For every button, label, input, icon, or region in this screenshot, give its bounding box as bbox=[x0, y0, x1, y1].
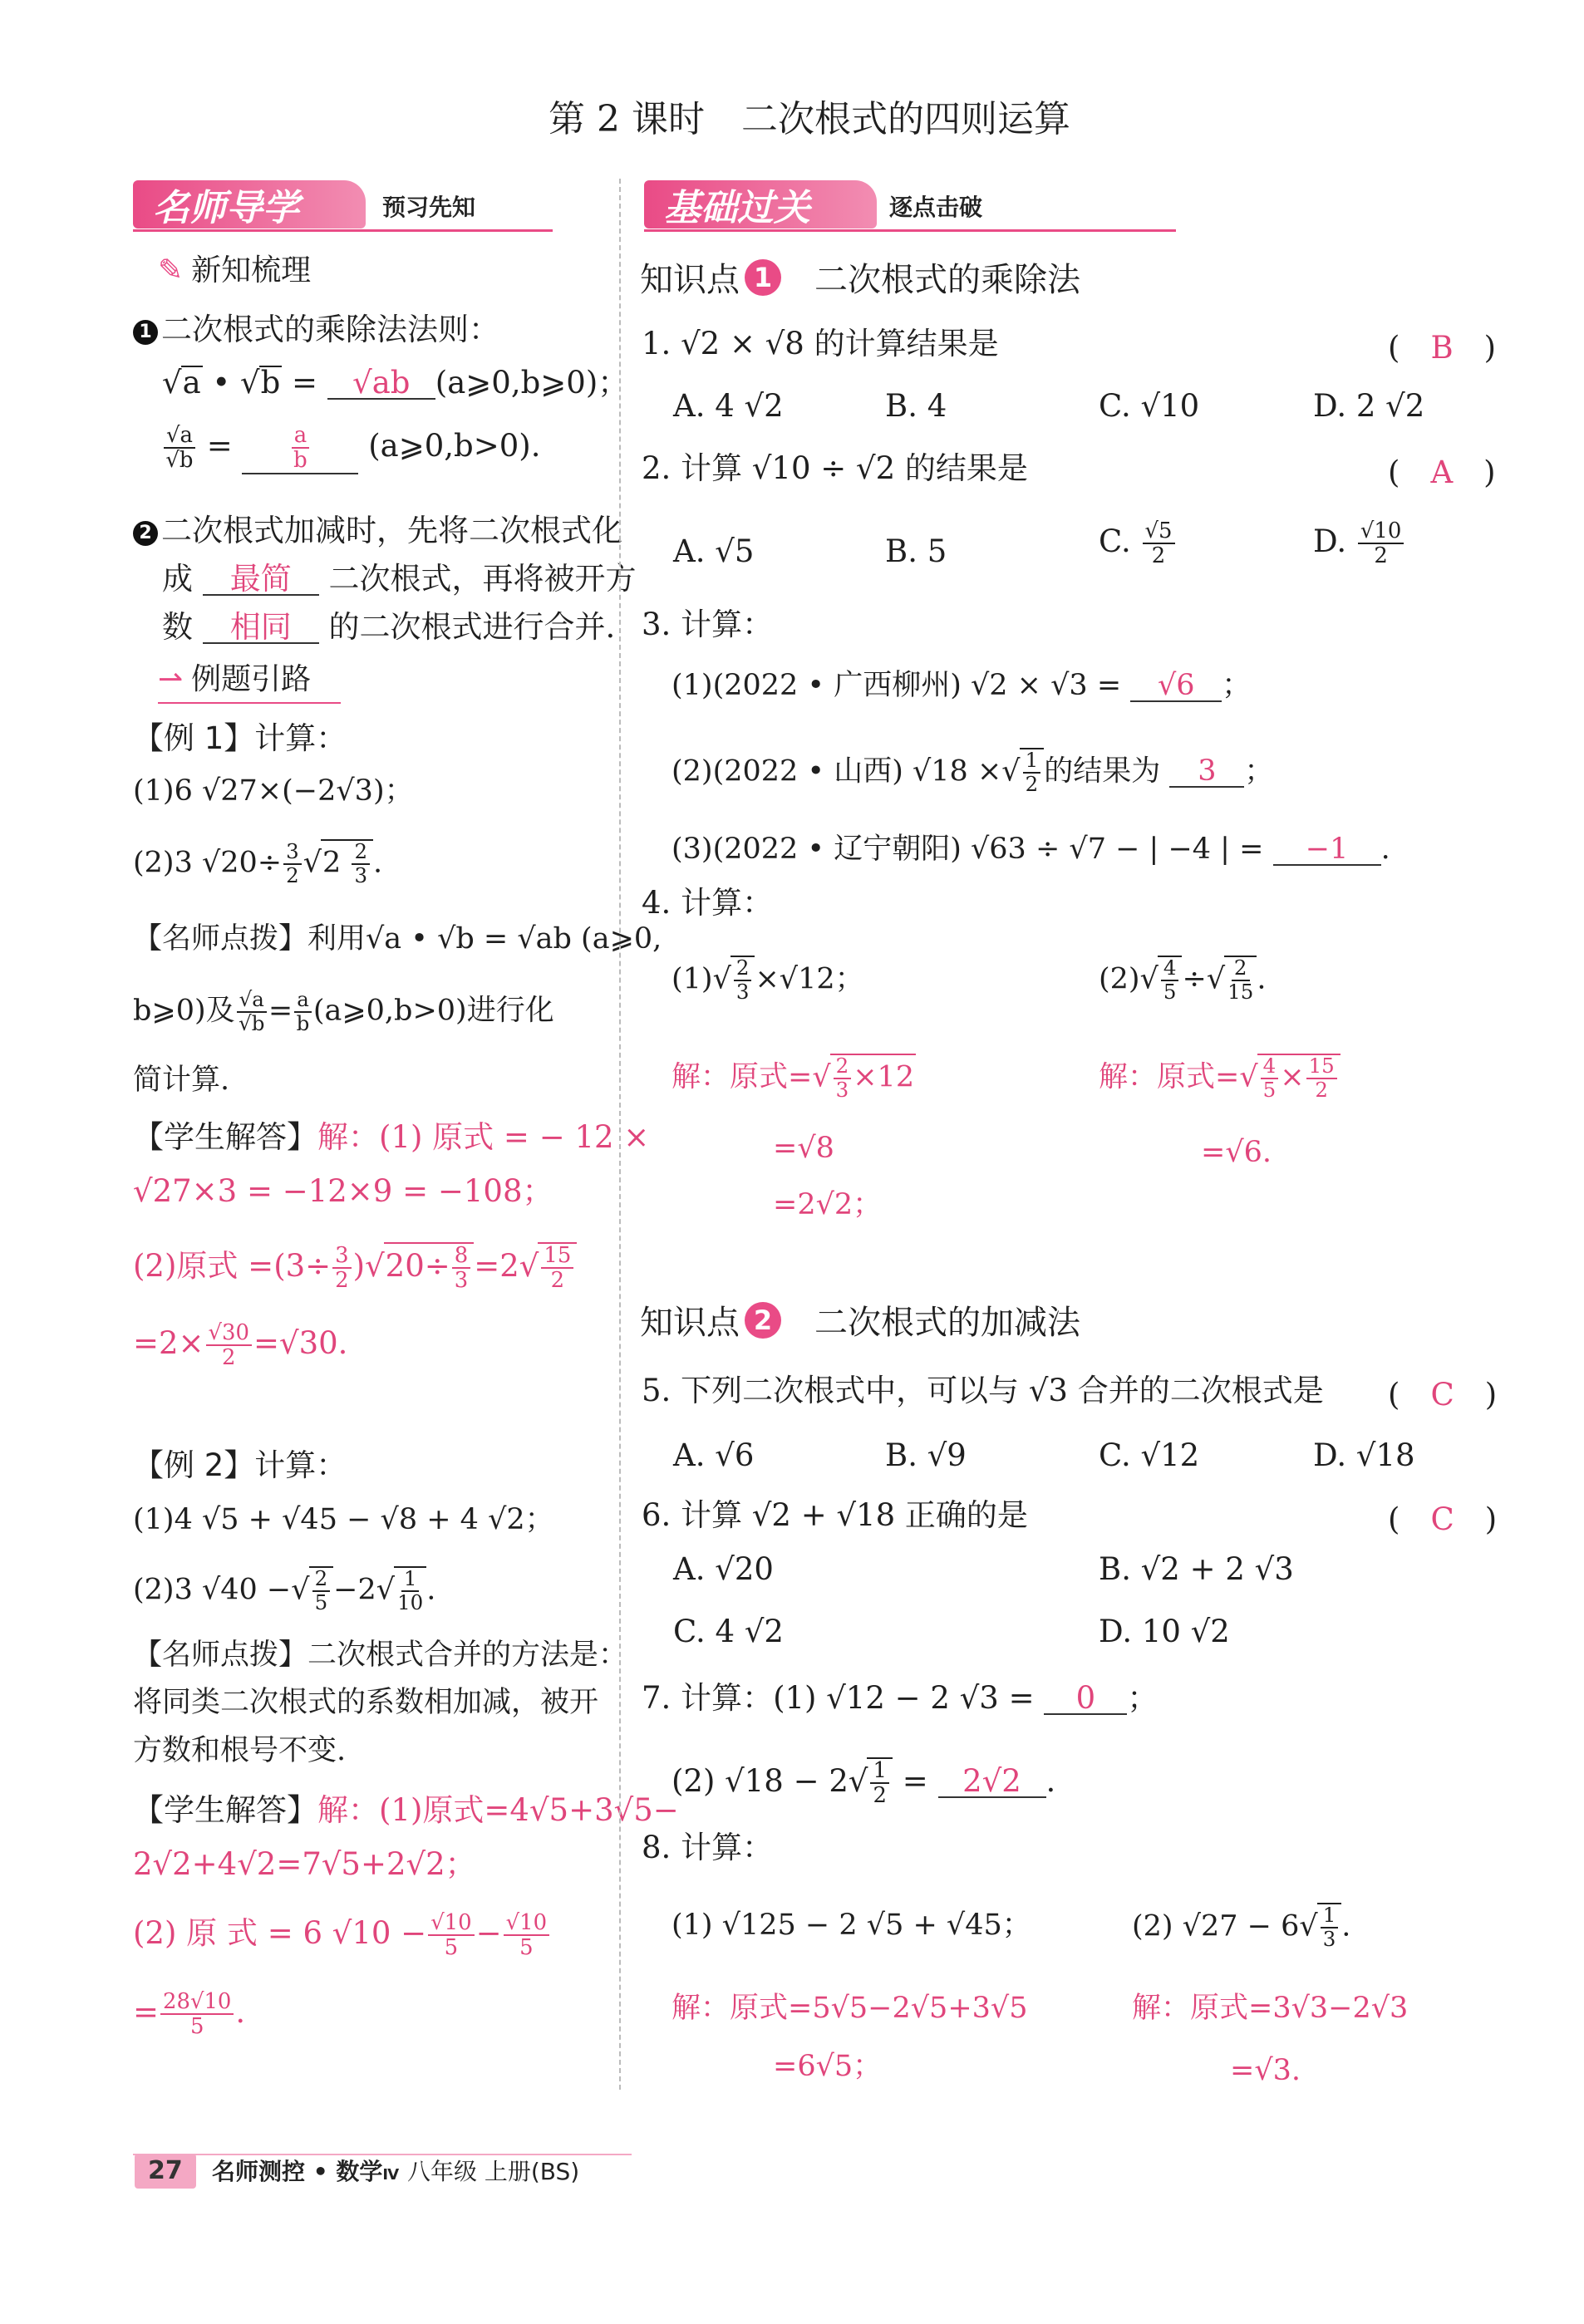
question-1-answer: ( B ) bbox=[1388, 330, 1497, 366]
question-4: 4. 计算： bbox=[642, 885, 774, 921]
q1-option-d: D. 2 √2 bbox=[1313, 388, 1425, 424]
student-answer1-line3: (2)原式 =(3÷ $\frac{3}{2}$ )√20÷ $\frac{8}{3}$ =2√ $\frac{15}{2}$ bbox=[133, 1242, 577, 1293]
tip2-line2: 将同类二次根式的系数相加减，被开 bbox=[133, 1686, 599, 1719]
q8-part1: (1) √125 − 2 √5 + √45； bbox=[671, 1909, 1031, 1942]
page-number: 27 bbox=[135, 2154, 196, 2189]
example1-part2: (2)3 √20÷ $\frac{3}{2}$ √2 $\frac{2}{3}$ . bbox=[133, 839, 383, 887]
q2-option-b: B. 5 bbox=[885, 533, 947, 569]
q8-part2-solution-line2: =√3. bbox=[1230, 2054, 1301, 2087]
column-divider bbox=[619, 179, 621, 2090]
q5-option-b: B. √9 bbox=[885, 1437, 967, 1473]
question-8: 8. 计算： bbox=[642, 1830, 774, 1865]
q4-part1-solution-line2: =√8 bbox=[773, 1132, 834, 1165]
q4-part1: (1)√ $\frac{2}{3}$ ×√12； bbox=[671, 956, 864, 1004]
q2-option-d: D. $\frac{√10}{2}$ bbox=[1313, 519, 1405, 568]
q4-part2-solution-line1: 解：原式=√ $\frac{4}{5}$ × $\frac{15}{2}$ bbox=[1099, 1054, 1340, 1102]
page-title: 第 2 课时 二次根式的四则运算 bbox=[548, 98, 1070, 140]
example2-part2: (2)3 √40 −√ $\frac{2}{5}$ −2√ $\frac{1}{10}$ . bbox=[133, 1566, 436, 1614]
left-banner-sub: 预习先知 bbox=[382, 194, 476, 221]
q6-option-a: A. √20 bbox=[673, 1551, 774, 1587]
q6-option-d: D. 10 √2 bbox=[1099, 1614, 1230, 1649]
q5-option-a: A. √6 bbox=[673, 1437, 755, 1473]
question-7-part1: 7. 计算：(1) √12 − 2 √3 = 0 ； bbox=[642, 1680, 1158, 1716]
rule-multiply: √a • √b = √ab (a⩾0,b⩾0)； bbox=[162, 365, 629, 400]
q1-option-a: A. 4 √2 bbox=[673, 388, 784, 424]
q1-option-c: C. √10 bbox=[1099, 388, 1200, 424]
q6-option-c: C. 4 √2 bbox=[673, 1614, 784, 1649]
question-5-answer: ( C ) bbox=[1388, 1377, 1498, 1413]
tip1-line2: b⩾0)及 $\frac{√a}{√b}$ = $\frac{a}{b}$ (a⩾0,b>0)进行化 bbox=[133, 987, 554, 1035]
q8-part2-solution-line1: 解：原式=3√3−2√3 bbox=[1132, 1992, 1409, 2025]
q8-part2: (2) √27 − 6√ $\frac{1}{3}$ . bbox=[1132, 1903, 1351, 1951]
student-answer1-line1: 【学生解答】解：(1) 原式 = − 12 × bbox=[133, 1119, 650, 1155]
q8-part1-solution-line2: =6√5； bbox=[773, 2050, 883, 2083]
knowledge-point-2: 知识点 2 二次根式的加减法 bbox=[640, 1296, 1080, 1344]
question-1: 1. √2 × √8 的计算结果是 bbox=[642, 326, 999, 361]
tip1-line3: 简计算. bbox=[133, 1064, 230, 1097]
tip2-line3: 方数和根号不变. bbox=[133, 1734, 347, 1767]
pencil-icon: ✎ bbox=[158, 253, 184, 287]
section-examples: ⇀ 例题引路 bbox=[158, 662, 312, 696]
question-6-answer: ( C ) bbox=[1388, 1501, 1498, 1537]
question-5: 5. 下列二次根式中，可以与 √3 合并的二次根式是 bbox=[642, 1373, 1324, 1408]
number-one-icon: 1 bbox=[133, 320, 158, 345]
right-banner: 基础过关 bbox=[644, 180, 877, 228]
example1-title: 【例 1】计算： bbox=[133, 720, 347, 756]
left-banner-line bbox=[133, 229, 553, 232]
tip1-line1: 【名师点拨】利用√a • √b = √ab (a⩾0, bbox=[133, 922, 662, 956]
student-answer1-line4: =2× $\frac{√30}{2}$ =√30. bbox=[133, 1320, 348, 1371]
student-answer2-line1: 【学生解答】解：(1)原式=4√5+3√5− bbox=[133, 1792, 679, 1828]
question-2: 2. 计算 √10 ÷ √2 的结果是 bbox=[642, 450, 1028, 486]
q5-option-c: C. √12 bbox=[1099, 1437, 1200, 1473]
question-7-part2: (2) √18 − 2√ $\frac{1}{2}$ = 2√2 . bbox=[671, 1758, 1056, 1809]
q3-part3: (3)(2022 • 辽宁朝阳) √63 ÷ √7 − | −4 | = −1 . bbox=[671, 833, 1390, 866]
note2-line1: 2 二次根式加减时，先将二次根式化 bbox=[133, 515, 622, 546]
q1-option-b: B. 4 bbox=[885, 388, 947, 424]
q4-part1-solution-line1: 解：原式=√ $\frac{2}{3}$ ×12 bbox=[671, 1054, 915, 1102]
signpost-icon: ⇀ bbox=[158, 662, 184, 696]
q3-part1: (1)(2022 • 广西柳州) √2 × √3 = √6 ； bbox=[671, 669, 1252, 702]
right-banner-line bbox=[644, 229, 1176, 232]
note1: 1 二次根式的乘除法法则： bbox=[133, 314, 499, 345]
left-banner: 名师导学 bbox=[133, 180, 366, 228]
q6-option-b: B. √2 + 2 √3 bbox=[1099, 1551, 1294, 1587]
example1-part1: (1)6 √27×(−2√3)； bbox=[133, 774, 414, 808]
note2-line2: 成 最简 二次根式，再将被开方 bbox=[162, 561, 637, 597]
examples-underline bbox=[158, 702, 341, 704]
q2-option-a: A. √5 bbox=[673, 533, 755, 569]
tip2-line1: 【名师点拨】二次根式合并的方法是： bbox=[133, 1639, 628, 1672]
q8-part1-solution-line1: 解：原式=5√5−2√5+3√5 bbox=[671, 1992, 1028, 2025]
q2-option-c: C. $\frac{√5}{2}$ bbox=[1099, 519, 1177, 568]
student-answer2-line3: (2) 原 式 = 6 √10 − $\frac{√10}{5}$ − $\frac{√10}{5}$ bbox=[133, 1911, 551, 1960]
right-banner-sub: 逐点击破 bbox=[889, 194, 983, 221]
footer-title: 名师测控 • 数学Ⅳ 八年级 上册(BS) bbox=[212, 2158, 580, 2185]
q4-part2: (2)√ $\frac{4}{5}$ ÷√ $\frac{2}{15}$ . bbox=[1099, 956, 1267, 1004]
q5-option-d: D. √18 bbox=[1313, 1437, 1415, 1473]
student-answer2-line4: = $\frac{28√10}{5}$ . bbox=[133, 1989, 246, 2040]
example2-part1: (1)4 √5 + √45 − √8 + 4 √2； bbox=[133, 1503, 554, 1536]
rule-divide: $\frac{√a}{√b}$ = $\frac{a}{b}$ (a⩾0,b>0). bbox=[162, 424, 540, 474]
q3-part2: (2)(2022 • 山西) √18 ×√ $\frac{1}{2}$ 的结果为 3 ； bbox=[671, 748, 1274, 796]
number-two-icon: 2 bbox=[133, 521, 158, 546]
question-2-answer: ( A ) bbox=[1388, 454, 1496, 490]
knowledge-point-1: 知识点 1 二次根式的乘除法 bbox=[640, 253, 1080, 301]
section-new-knowledge: ✎ 新知梳理 bbox=[158, 253, 312, 287]
question-3: 3. 计算： bbox=[642, 607, 774, 642]
q4-part1-solution-line3: =2√2； bbox=[773, 1188, 883, 1221]
student-answer2-line2: 2√2+4√2=7√5+2√2； bbox=[133, 1846, 476, 1882]
example2-title: 【例 2】计算： bbox=[133, 1447, 347, 1483]
footer-line bbox=[133, 2154, 632, 2155]
q4-part2-solution-line2: =√6. bbox=[1201, 1136, 1272, 1169]
note2-line3: 数 相同 的二次根式进行合并. bbox=[162, 609, 616, 645]
student-answer1-line2: √27×3 = −12×9 = −108； bbox=[133, 1173, 553, 1209]
question-6: 6. 计算 √2 + √18 正确的是 bbox=[642, 1497, 1028, 1533]
